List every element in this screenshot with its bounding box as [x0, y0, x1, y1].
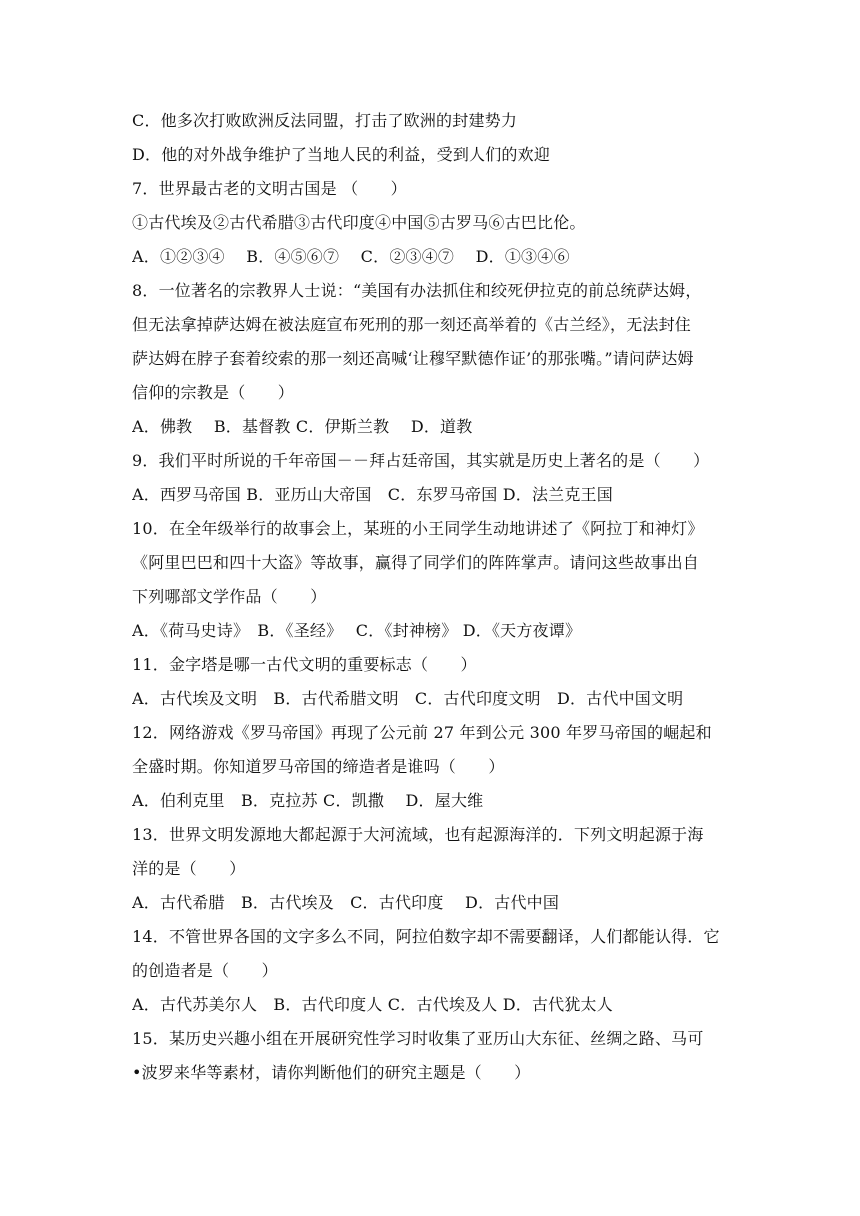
question-9-options: A．西罗马帝国 B．亚历山大帝国 C．东罗马帝国 D．法兰克王国	[132, 485, 613, 504]
text-line: C．他多次打败欧洲反法同盟，打击了欧洲的封建势力	[132, 111, 518, 130]
question-13-stem: 13．世界文明发源地大都起源于大河流域，也有起源海洋的．下列文明起源于海	[132, 825, 704, 844]
question-8-stem: 信仰的宗教是（ ）	[132, 383, 295, 402]
question-8-options: A．佛教 B．基督教 C．伊斯兰教 D．道教	[132, 417, 473, 436]
question-8-stem: 萨达姆在脖子套着绞索的那一刻还高喊‘让穆罕默德作证’的那张嘴。”请问萨达姆	[132, 349, 694, 368]
text-line: D．他的对外战争维护了当地人民的利益，受到人们的欢迎	[132, 145, 551, 164]
question-12-stem: 12．网络游戏《罗马帝国》再现了公元前 27 年到公元 300 年罗马帝国的崛起和	[132, 723, 712, 742]
question-14-options: A．古代苏美尔人 B．古代印度人 C．古代埃及人 D．古代犹太人	[132, 995, 613, 1014]
question-11-stem: 11．金字塔是哪一古代文明的重要标志（ ）	[132, 655, 477, 674]
question-14-stem: 的创造者是（ ）	[132, 961, 278, 980]
question-14-stem: 14．不管世界各国的文字多么不同，阿拉伯数字却不需要翻译，人们都能认得．它	[132, 927, 720, 946]
question-7-options: A．①②③④ B．④⑤⑥⑦ C．②③④⑦ D．①③④⑥	[132, 247, 570, 266]
question-12-options: A．伯利克里 B．克拉苏 C．凯撒 D．屋大维	[132, 791, 484, 810]
question-15-stem: •波罗来华等素材，请你判断他们的研究主题是（ ）	[132, 1063, 531, 1082]
question-13-stem: 洋的是（ ）	[132, 859, 246, 878]
question-8-stem: 但无法拿掉萨达姆在被法庭宣布死刑的那一刻还高举着的《古兰经》，无法封住	[132, 315, 692, 334]
question-15-stem: 15．某历史兴趣小组在开展研究性学习时收集了亚历山大东征、丝绸之路、马可	[132, 1029, 704, 1048]
document-body	[132, 104, 742, 1090]
question-9-stem: 9．我们平时所说的千年帝国－－拜占廷帝国，其实就是历史上著名的是（ ）	[132, 451, 710, 470]
question-10-options: A．《荷马史诗》 B．《圣经》 C．《封神榜》 D．《天方夜谭》	[132, 621, 582, 640]
question-13-options: A．古代希腊 B．古代埃及 C．古代印度 D．古代中国	[132, 893, 560, 912]
question-7-stem: 7．世界最古老的文明古国是 （ ）	[132, 179, 407, 198]
question-10-stem: 10．在全年级举行的故事会上，某班的小王同学生动地讲述了《阿拉丁和神灯》	[132, 519, 704, 538]
question-7-items: ①古代埃及②古代希腊③古代印度④中国⑤古罗马⑥古巴比伦。	[132, 213, 586, 232]
question-10-stem: 下列哪部文学作品（ ）	[132, 587, 327, 606]
question-12-stem: 全盛时期。你知道罗马帝国的缔造者是谁吗（ ）	[132, 757, 505, 776]
question-11-options: A．古代埃及文明 B．古代希腊文明 C．古代印度文明 D．古代中国文明	[132, 689, 684, 708]
question-8-stem: 8．一位著名的宗教界人士说：“美国有办法抓住和绞死伊拉克的前总统萨达姆，	[132, 281, 702, 300]
question-10-stem: 《阿里巴巴和四十大盗》等故事，赢得了同学们的阵阵掌声。请问这些故事出自	[132, 553, 700, 572]
